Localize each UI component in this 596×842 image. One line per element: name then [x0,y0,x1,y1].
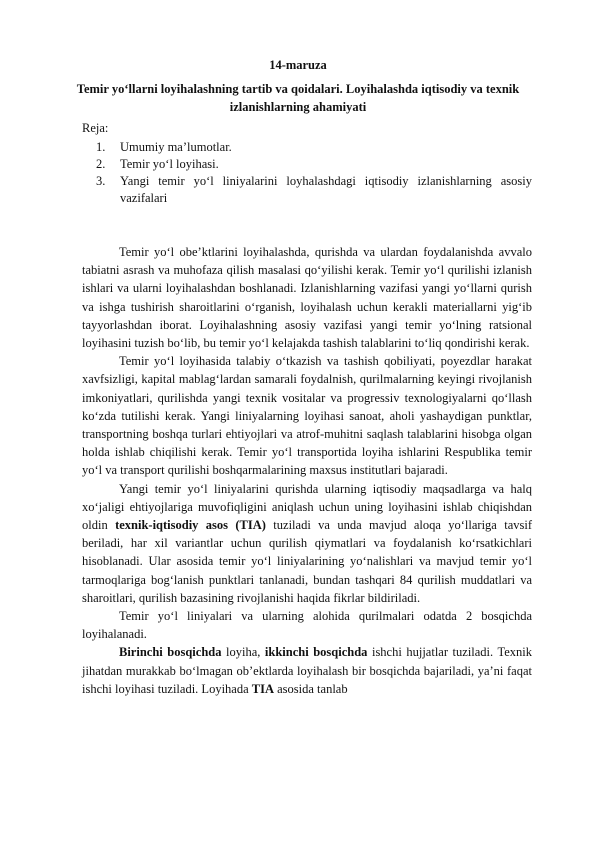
paragraph: Temir yo‘l obe’ktlarini loyihalashda, qurishda va ulardan foydalanishda avvalo tabiatni asrash va muhofaza qilish masalasi qo‘yilishi kerak. Temir yo‘l qurilishi izlanish ishlari va ularni loyihalashdan boshlanadi. Izlanishlarning vazifasi yangi yo‘llarni qurish va ishga tushirish sharoitlarini o‘rganish, loyihalash uchun kerakli materiallarni yig‘ib tayyorlashdan iborat. Loyihalashning asosiy vazifasi yangi temir yo‘lning ratsional loyihasini tuzish bo‘lib, bu temir yo‘l kelajakda tashish talablarini to‘liq qondirishi kerak. [82,245,532,351]
lecture-number: 14-maruza [269,58,327,72]
paragraph: Temir yo‘l loyihasida talabiy o‘tkazish va tashish qobiliyati, poyezdlar harakat xavfsizligi, kapital mablag‘lardan samarali foydalnish, qurilmalarning keyingi rivojlanish imkoniyatlari, qurilishda yangi texnik vositalar va progressiv texnologiyalarni qo‘llash ko‘zda tutilishi kerak. Yangi liniyalarning loyihasi sanoat, aholi yashaydigan punktlar, transportning boshqa turlari ehtiyojlari va atrof-muhitni saqlash talablarini hisobga olgan holda ishlab chiqilishi kerak. Temir yo‘l transportida loyiha ishlarini Respublika temir yo‘l va transport qurilishi boshqarmalarining maxsus institutlari bajaradi. [82,354,532,478]
bold-term: TIA [251,681,274,696]
paragraph [82,480,532,607]
paragraph-text: ishchi hujjatlar tuziladi. Texnik jihatdan murakkab bo‘lmagan ob’ektlarda loyihalash bir bosqichda bajariladi, ya’ni faqat ishchi loyihasi tuziladi. Loyihada [82,645,532,696]
plan-item [96,173,532,207]
plan-item-text: Yangi temir yo‘l liniyalarini loyhalashdagi iqtisodiy izlanishlarning asosiy vazifalari [120,174,532,205]
body-text [82,243,532,698]
paragraph-text: asosida tanlab [274,681,348,696]
plan-item-number: 2. [96,157,106,171]
plan-item-number: 3. [96,174,106,188]
plan-list [96,139,532,207]
plan-item-text: Umumiy ma’lumotlar. [120,140,232,154]
plan-label: Reja: [82,121,109,135]
plan-item-text: Temir yo‘l loyihasi. [120,157,219,171]
bold-term: Birinchi bosqichda [119,645,222,660]
page-title: Temir yo‘llarni loyihalashning tartib va qoidalari. Loyihalashda iqtisodiy va texnik izlanishlarning ahamiyati [76,82,520,114]
plan-item [96,139,532,156]
plan-item [96,156,532,173]
paragraph [82,643,532,698]
paragraph: Temir yo‘l liniyalari va ularning alohida qurilmalari odatda 2 bosqichda loyihalanadi. [82,609,532,642]
bold-term: texnik-iqtisodiy asos (TIA) [115,518,266,533]
bold-term: ikkinchi bosqichda [264,645,368,660]
paragraph-text: Yangi temir yo‘l liniyalarini qurishda ularning iqtisodiy maqsadlarga va halq xo‘jaligi ehtiyojlariga muvofiqligini aniqlash uchun uning loyihasini ishlab chiqishdan oldin [82,481,532,533]
paragraph-text: tuziladi va unda mavjud aloqa yo‘llariga tavsif beriladi, har xil variantlar uchun qurilish qiymatlari va foydalanish ko‘rsatkichlari hisoblanadi. Ular asosida temir yo‘l liniyalarining yo‘nalishlari va mavjud temir yo‘l tarmoqlariga bog‘lanish punktlari tanlanadi, bundan tashqari 84 qurilish muddatlari va sharoitlari, qurilish bazasining rivojlanishi haqida fikrlar bildiriladi. [82,518,532,605]
paragraph-text: loyiha, [221,645,265,660]
plan-item-number: 1. [96,140,106,154]
